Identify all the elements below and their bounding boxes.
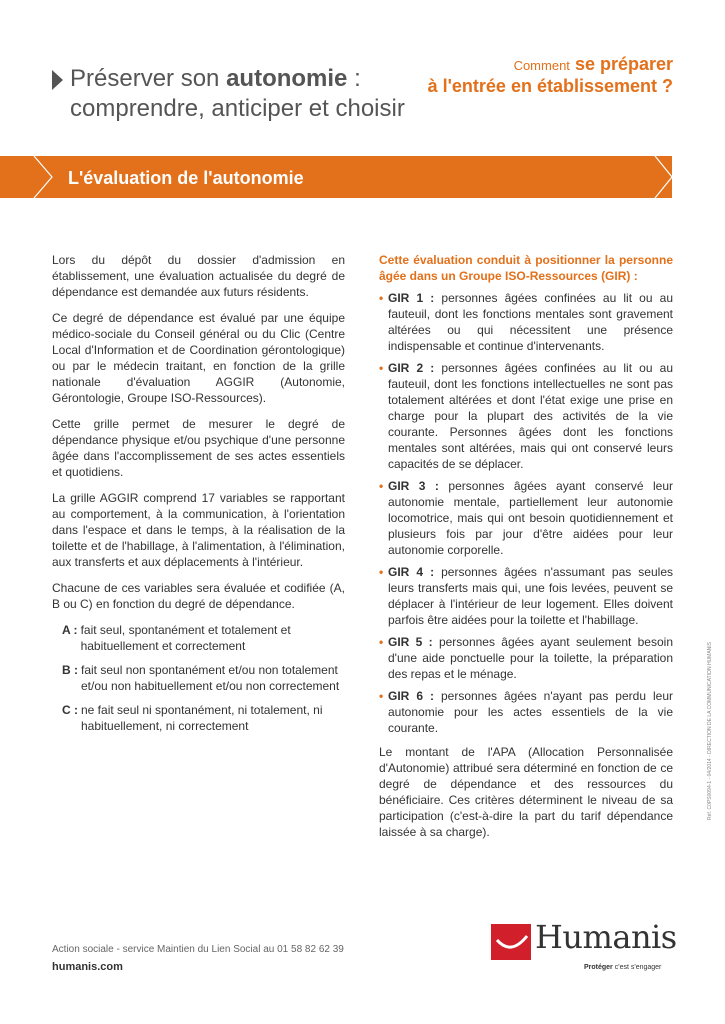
bullet-icon: • [379,479,384,493]
title-prefix: Préserver son [70,65,227,92]
gir-key: GIR 4 : [388,565,435,579]
code-text: ne fait seul ni spontanément, ni totalement, ni habituellement, ni correctement [81,703,323,733]
gir-text: personnes âgées confinées au lit ou au fauteuil, dont les fonctions intellectuelles ne sont pas totalement altérées et dont l'état exige une prise en charge pour la plupart des activités de la vie courante. Personnes âgées dont les fonctions mentales sont altérées, mais qui ont conservé leurs capacités de se déplacer. [388,361,673,471]
title-suffix: : [347,65,361,92]
reference-code: Réf. C0PS0094-1 - 04/2014 - DIRECTION DE LA COMMUNICATION HUMANIS [707,641,713,820]
gir-item [379,360,673,472]
kicker-small: Comment [513,58,570,73]
logo-tagline [584,964,661,971]
gir-item [379,634,673,682]
paragraph: Lors du dépôt du dossier d'admission en établissement, une évaluation actualisée du degré de dépendance est demandée aux futurs résidents. [52,253,345,299]
gir-item [379,290,673,354]
code-key: C : [62,703,78,717]
code-text: fait seul, spontanément et totalement et habituellement et correctement [80,623,291,653]
gir-item [379,478,673,558]
page-title [70,64,430,124]
code-key: B : [62,663,78,677]
tagline-rest: c'est s'engager [612,964,662,971]
bullet-icon: • [379,689,384,703]
gir-text: personnes âgées confinées au lit ou au fauteuil, dont les fonctions mentales sont gravement altérées ou qui nécessitent une présence indispensable et continue d'intervenants. [388,291,673,353]
gir-text: personnes âgées n'ayant pas perdu leur autonomie pour les actes essentiels de la vie courante. [388,689,673,735]
bullet-icon: • [379,361,384,375]
gir-key: GIR 3 : [388,479,439,493]
footer-url[interactable]: humanis.com [52,961,123,973]
left-column [52,252,345,742]
code-text: fait seul non spontanément et/ou non totalement et/ou non habituellement et/ou non correctement [81,663,340,693]
gir-key: GIR 1 : [388,291,435,305]
gir-item [379,688,673,736]
code-key: A : [62,623,78,637]
footer-contact: Action sociale - service Maintien du Lien Social au 01 58 82 62 39 [52,944,344,955]
paragraph: La grille AGGIR comprend 17 variables se rapportant au comportement, à la communication, à l'orientation dans l'espace et dans le temps, à la réalisation de la toilette et de l'habillage, à l'alimentation, à l'élimination, aux transferts et aux déplacements à l'intérieur. [52,491,345,569]
gir-intro: Cette évaluation conduit à positionner la personne âgée dans un Groupe ISO-Ressources (GIR) : [379,253,673,283]
code-definition [62,622,345,654]
bullet-icon: • [379,635,384,649]
gir-text: personnes âgées n'assumant pas seules leurs transferts mais qui, une fois levées, peuvent se déplacer à l'intérieur de leur logement. Elles doivent parfois être aidées pour la toilette et l'habillage. [388,565,673,627]
title-line-2: comprendre, anticiper et choisir [70,95,405,122]
kicker-line-2: à l'entrée en établissement ? [427,76,673,96]
paragraph: Ce degré de dépendance est évalué par une équipe médico-sociale du Conseil général ou du Clic (Centre Local d'Information et de Coordination gérontologique) ou par le médecin traitant, en fonction de la grille nationale d'évaluation AGGIR (Autonomie, Gérontologie, Groupe ISO-Ressources). [52,311,345,405]
logo-wordmark: Humanis [535,918,677,956]
code-definition [62,662,345,694]
tagline-bold: Protéger [584,964,613,971]
title-arrow-icon [52,70,63,90]
gir-key: GIR 5 : [388,635,433,649]
code-definition [62,702,345,734]
gir-item [379,564,673,628]
humanis-logo-icon [491,924,531,960]
gir-text: personnes âgées ayant seulement besoin d'une aide ponctuelle pour la toilette, la préparation des repas et le ménage. [388,635,673,681]
gir-key: GIR 2 : [388,361,435,375]
paragraph: Chacune de ces variables sera évaluée et codifiée (A, B ou C) en fonction du degré de dépendance. [52,581,345,611]
bullet-icon: • [379,565,384,579]
gir-key: GIR 6 : [388,689,434,703]
right-column [379,252,673,850]
section-title: L'évaluation de l'autonomie [68,168,304,188]
title-keyword: autonomie [226,65,348,92]
bullet-icon: • [379,291,384,305]
kicker-big: se préparer [574,54,673,74]
series-kicker [428,54,673,97]
paragraph: Cette grille permet de mesurer le degré de dépendance physique et/ou psychique d'une personne âgée dans l'accomplissement de ses actes essentiels et quotidiens. [52,417,345,479]
gir-text: personnes âgées ayant conservé leur autonomie mentale, partiellement leur autonomie locomotrice, mais qui ont besoin quotidiennement et plusieurs fois par jour d'être aidées pour leur autonomie corporelle. [388,479,673,557]
paragraph: Le montant de l'APA (Allocation Personnalisée d'Autonomie) attribué sera déterminé en fonction de ce degré de dépendance et des ressources du bénéficiaire. Ces critères déterminent le niveau de sa participation (c'est-à-dire la part du tarif dépendance laissée à sa charge). [379,745,673,839]
